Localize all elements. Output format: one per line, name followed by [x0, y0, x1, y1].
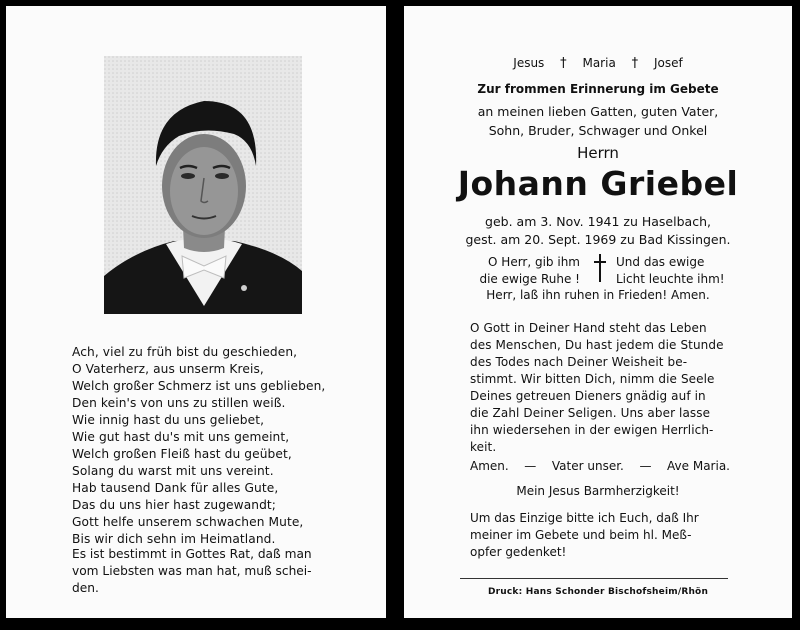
closing-verse [72, 546, 372, 597]
request-paragraph [470, 510, 730, 561]
amen-label: Amen. [470, 459, 509, 473]
closing-line: vom Liebsten was man hat, muß schei- [72, 564, 312, 578]
herrn-label: Herrn [577, 144, 619, 162]
paragraph-line: des Menschen, Du hast jedem die Stunde [470, 338, 724, 352]
poem-line: Den kein's von uns zu stillen weiß. [72, 396, 286, 410]
cross-icon: † [631, 56, 639, 71]
right-page [404, 6, 792, 618]
paragraph-line: meiner im Gebete und beim hl. Meß- [470, 528, 692, 542]
prayer-line: die ewige Ruhe ! [479, 272, 580, 286]
prayer-line: Und das ewige [616, 255, 705, 269]
paragraph-line: O Gott in Deiner Hand steht das Leben [470, 321, 707, 335]
paragraph-line: die Zahl Deiner Seligen. Uns aber lasse [470, 406, 711, 420]
poem-line: Wie gut hast du's mit uns gemeint, [72, 430, 290, 444]
poem-line: Solang du warst mit uns vereint. [72, 464, 274, 478]
deceased-name: Johann Griebel [457, 164, 739, 203]
dedication-line: Sohn, Bruder, Schwager und Onkel [488, 123, 708, 138]
paragraph-line: opfer gedenket! [470, 545, 567, 559]
jesus-label: Jesus [513, 56, 545, 70]
paragraph-line: ihn wiedersehen in der ewigen Herrlich- [470, 423, 714, 437]
prayer-left [462, 254, 580, 288]
printer-credit: Druck: Hans Schonder Bischofsheim/Rhön [487, 587, 709, 597]
poem-line: Das du uns hier hast zugewandt; [72, 498, 277, 512]
memory-heading: Zur frommen Erinnerung im Gebete [477, 82, 719, 96]
poem-line: Hab tausend Dank für alles Gute, [72, 481, 279, 495]
left-page [6, 6, 386, 618]
closing-line: den. [72, 581, 99, 595]
ave-maria-label: Ave Maria. [667, 459, 730, 473]
portrait-image [104, 56, 302, 314]
birth-line: geb. am 3. Nov. 1941 zu Haselbach, [485, 214, 711, 229]
poem-line: O Vaterherz, aus unserm Kreis, [72, 362, 264, 376]
divider [460, 578, 728, 579]
prayer-right [616, 254, 746, 288]
maria-label: Maria [582, 56, 616, 70]
paragraph-line: des Todes nach Deiner Weisheit be- [470, 355, 688, 369]
poem-line: Wie innig hast du uns geliebet, [72, 413, 265, 427]
paragraph-line: stimmt. Wir bitten Dich, nimm die Seele [470, 372, 715, 386]
death-line: gest. am 20. Sept. 1969 zu Bad Kissingen. [465, 232, 731, 247]
paragraph-line: Um das Einzige bitte ich Euch, daß Ihr [470, 511, 699, 525]
cross-icon [590, 253, 610, 283]
prayer-amen-line: Herr, laß ihn ruhen in Frieden! Amen. [486, 288, 710, 302]
dash: — [639, 459, 652, 473]
paragraph-line: Deines getreuen Dieners gnädig auf in [470, 389, 706, 403]
vater-unser-label: Vater unser. [551, 459, 624, 473]
josef-label: Josef [653, 56, 683, 70]
poem-line: Gott helfe unserem schwachen Mute, [72, 515, 304, 529]
prayer-paragraph [470, 320, 730, 456]
portrait-photo [104, 56, 302, 314]
jmj-line [404, 56, 792, 71]
dedication-line: an meinen lieben Gatten, guten Vater, [477, 104, 719, 119]
prayer-line: O Herr, gib ihm [488, 255, 580, 269]
prayer-line: Licht leuchte ihm! [616, 272, 725, 286]
poem-line: Welch großer Schmerz ist uns geblieben, [72, 379, 326, 393]
amen-row [470, 459, 730, 473]
poem [72, 344, 372, 548]
poem-line: Ach, viel zu früh bist du geschieden, [72, 345, 298, 359]
poem-line: Bis wir dich sehn im Heimatland. [72, 532, 276, 546]
closing-line: Es ist bestimmt in Gottes Rat, daß man [72, 547, 312, 561]
paragraph-line: keit. [470, 440, 497, 454]
poem-line: Welch großen Fleiß hast du geübet, [72, 447, 292, 461]
barmherzigkeit-line: Mein Jesus Barmherzigkeit! [516, 484, 680, 498]
cross-icon: † [560, 56, 567, 71]
dash: — [524, 459, 537, 473]
